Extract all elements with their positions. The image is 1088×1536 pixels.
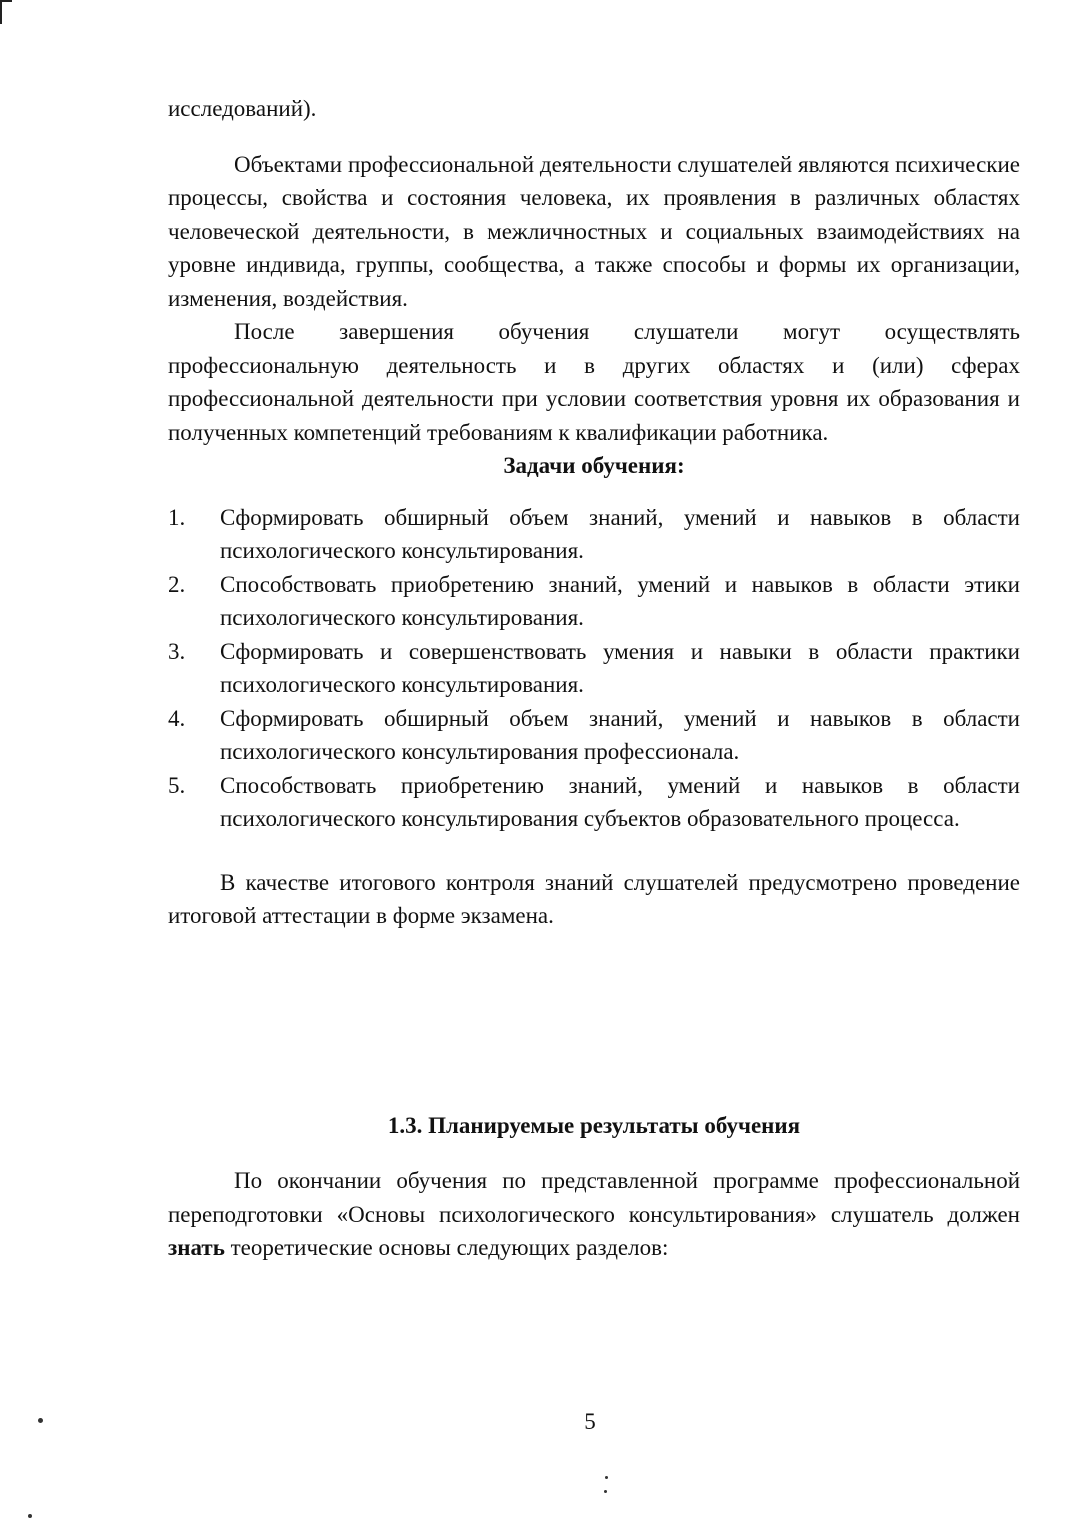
list-item bbox=[168, 635, 1020, 702]
list-item-number: 1. bbox=[168, 504, 186, 530]
final-control-paragraph: В качестве итогового контроля знаний слушателей предусмотрено проведение итоговой аттестации в форме экзамена. bbox=[168, 869, 1020, 928]
section-heading: 1.3. Планируемые результаты обучения bbox=[387, 1112, 801, 1138]
results-intro-after: теоретические основы следующих разделов: bbox=[224, 1235, 669, 1260]
scan-speck bbox=[604, 1490, 607, 1493]
scan-speck bbox=[28, 1514, 32, 1518]
list-item-number: 5. bbox=[168, 772, 186, 798]
scan-corner-mark bbox=[0, 0, 12, 24]
list-item-text: Способствовать приобретению знаний, умений и навыков в области этики психологического консультирования. bbox=[220, 571, 1020, 630]
paragraph-after-completion: После завершения обучения слушатели могут осуществлять профессиональную деятельность и в других областях и (или) сферах профессиональной деятельности при условии соответствия уровня их образования и полученных компетенций требованиям к квалификации работника. bbox=[168, 319, 1020, 445]
scan-speck bbox=[38, 1418, 43, 1423]
list-item bbox=[168, 568, 1020, 635]
continuation-line: исследований). bbox=[168, 96, 317, 121]
results-intro-emphasis: знать bbox=[168, 1235, 225, 1260]
list-item-number: 3. bbox=[168, 638, 186, 664]
page-number: 5 bbox=[584, 1409, 596, 1434]
tasks-list bbox=[168, 501, 1020, 836]
tasks-heading: Задачи обучения: bbox=[503, 453, 685, 478]
results-intro-before: По окончании обучения по представленной программе профессиональной переподготовки «Основы психологического консультирования» слушатель должен bbox=[168, 1168, 1020, 1227]
list-item-number: 2. bbox=[168, 571, 186, 597]
list-item-text: Сформировать и совершенствовать умения и навыки в области практики психологического консультирования. bbox=[220, 638, 1020, 697]
results-intro-paragraph bbox=[168, 1164, 1020, 1265]
scan-speck bbox=[605, 1476, 608, 1479]
list-item-number: 4. bbox=[168, 705, 186, 731]
list-item-text: Сформировать обширный объем знаний, умений и навыков в области психологического консультирования. bbox=[220, 504, 1020, 563]
list-item-text: Сформировать обширный объем знаний, умений и навыков в области психологического консультирования профессионала. bbox=[220, 705, 1020, 764]
list-item-text: Способствовать приобретению знаний, умений и навыков в области психологического консультирования субъектов образовательного процесса. bbox=[220, 772, 1020, 831]
list-item bbox=[168, 702, 1020, 769]
document-body bbox=[168, 92, 1020, 1265]
list-item bbox=[168, 769, 1020, 836]
list-item bbox=[168, 501, 1020, 568]
paragraph-objects: Объектами профессиональной деятельности слушателей являются психические процессы, свойства и состояния человека, их проявления в различных областях человеческой деятельности, в межличностных и социальных взаимодействиях на уровне индивида, группы, сообщества, а также способы и формы их организации, изменения, воздействия. bbox=[168, 151, 1020, 311]
